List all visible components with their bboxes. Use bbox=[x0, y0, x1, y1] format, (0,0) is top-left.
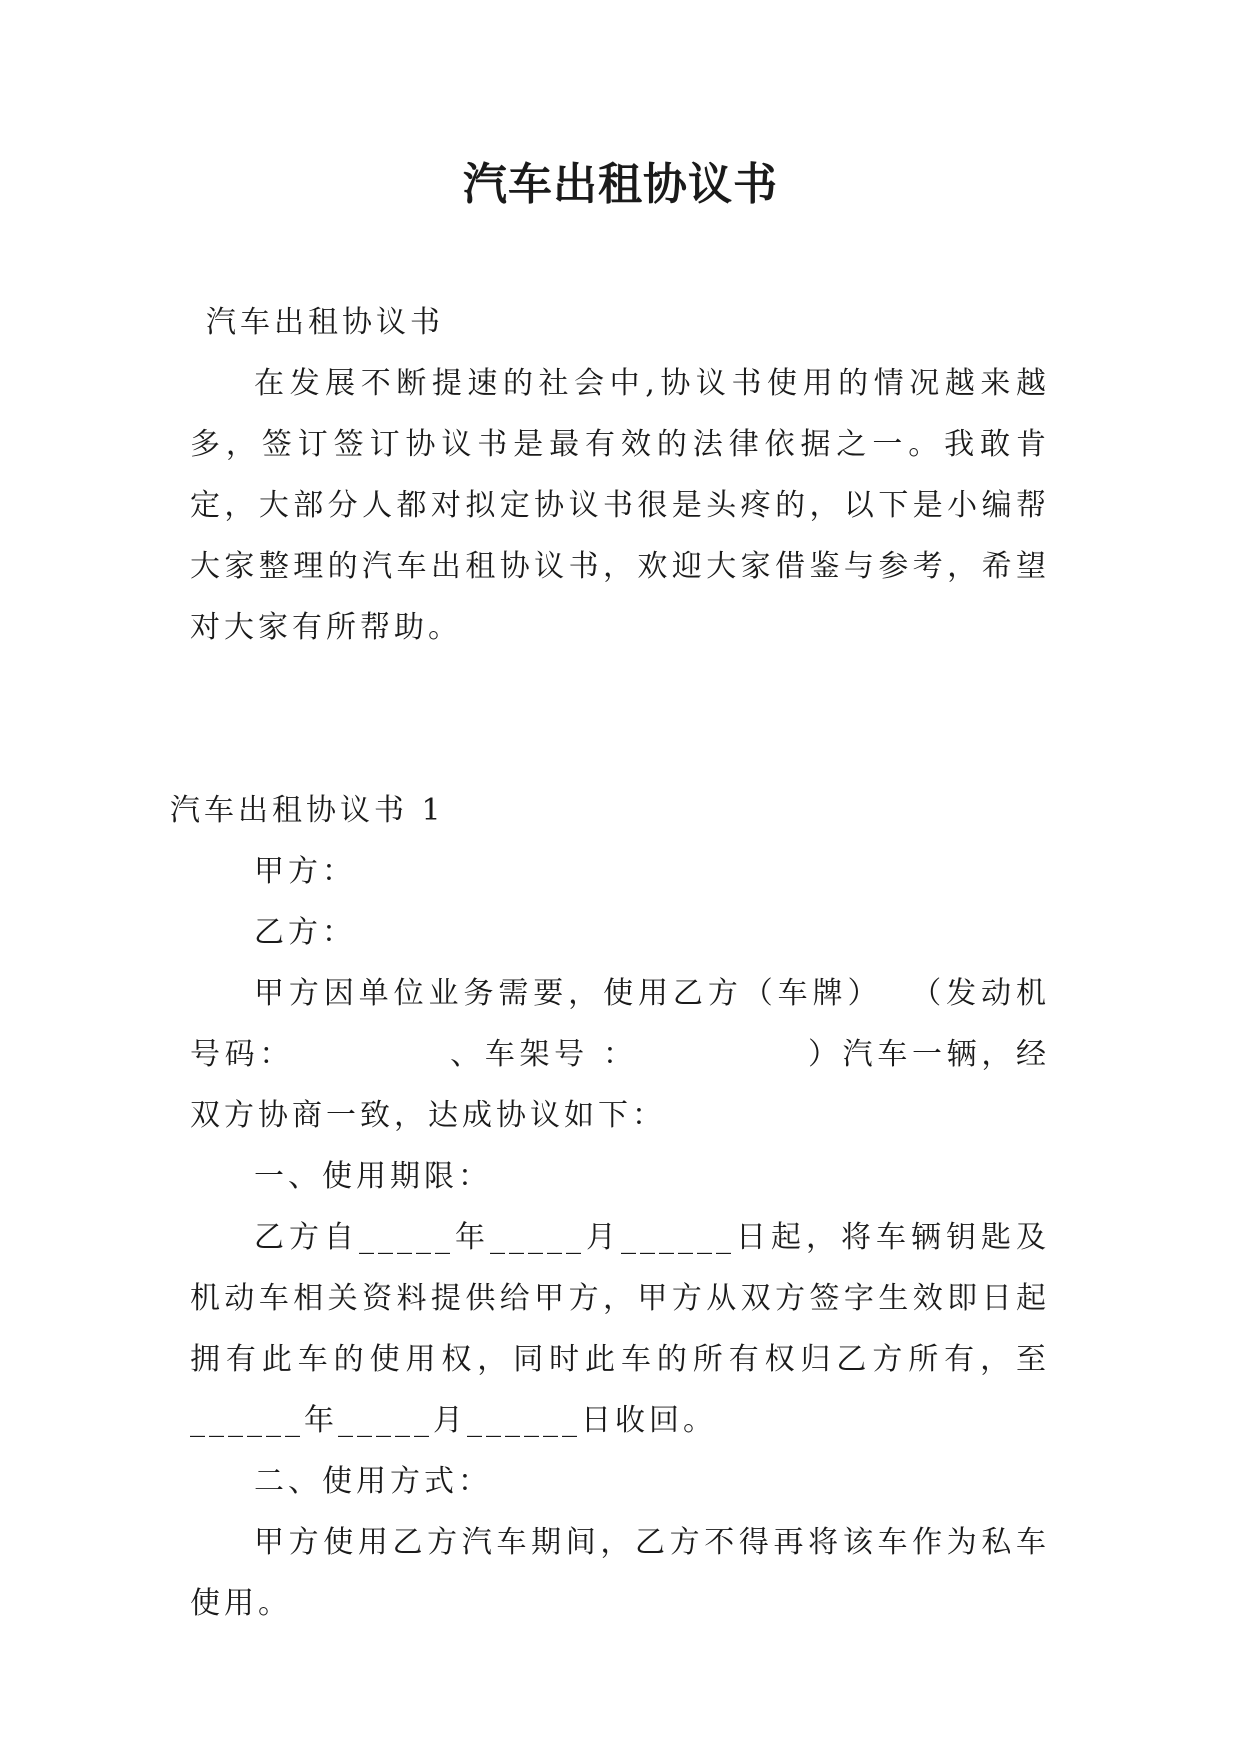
intro-paragraph: 在发展不断提速的社会中,协议书使用的情况越来越多，签订签订协议书是最有效的法律依据之一。我敢肯定，大部分人都对拟定协议书很是头疼的，以下是小编帮大家整理的汽车出租协议书，欢迎大家借鉴与参考，希望对大家有所帮助。 bbox=[190, 366, 1050, 645]
party-b-line: 乙方： bbox=[254, 915, 356, 950]
section-heading: 汽车出租协议书 1 bbox=[170, 793, 445, 828]
clause-intro-paragraph: 甲方因单位业务需要，使用乙方（车牌） （发动机号码： 、车架号 ： ）汽车一辆，经双方协商一致，达成协议如下： bbox=[190, 976, 1050, 1133]
item2-paragraph: 甲方使用乙方汽车期间，乙方不得再将该车作为私车使用。 bbox=[190, 1525, 1050, 1621]
section-spacer bbox=[190, 658, 1050, 780]
item1-heading: 一、使用期限： bbox=[254, 1159, 492, 1194]
party-a-line: 甲方： bbox=[254, 854, 356, 889]
item2-heading: 二、使用方式： bbox=[254, 1464, 492, 1499]
intro-heading: 汽车出租协议书 bbox=[206, 305, 444, 340]
document-title: 汽车出租协议书 bbox=[463, 159, 778, 210]
item1-paragraph: 乙方自_____年_____月______日起，将车辆钥匙及机动车相关资料提供给甲方，甲方从双方签字生效即日起拥有此车的使用权，同时此车的所有权归乙方所有，至______年_____月______日收回。 bbox=[190, 1220, 1050, 1438]
document-body bbox=[170, 292, 1050, 1634]
